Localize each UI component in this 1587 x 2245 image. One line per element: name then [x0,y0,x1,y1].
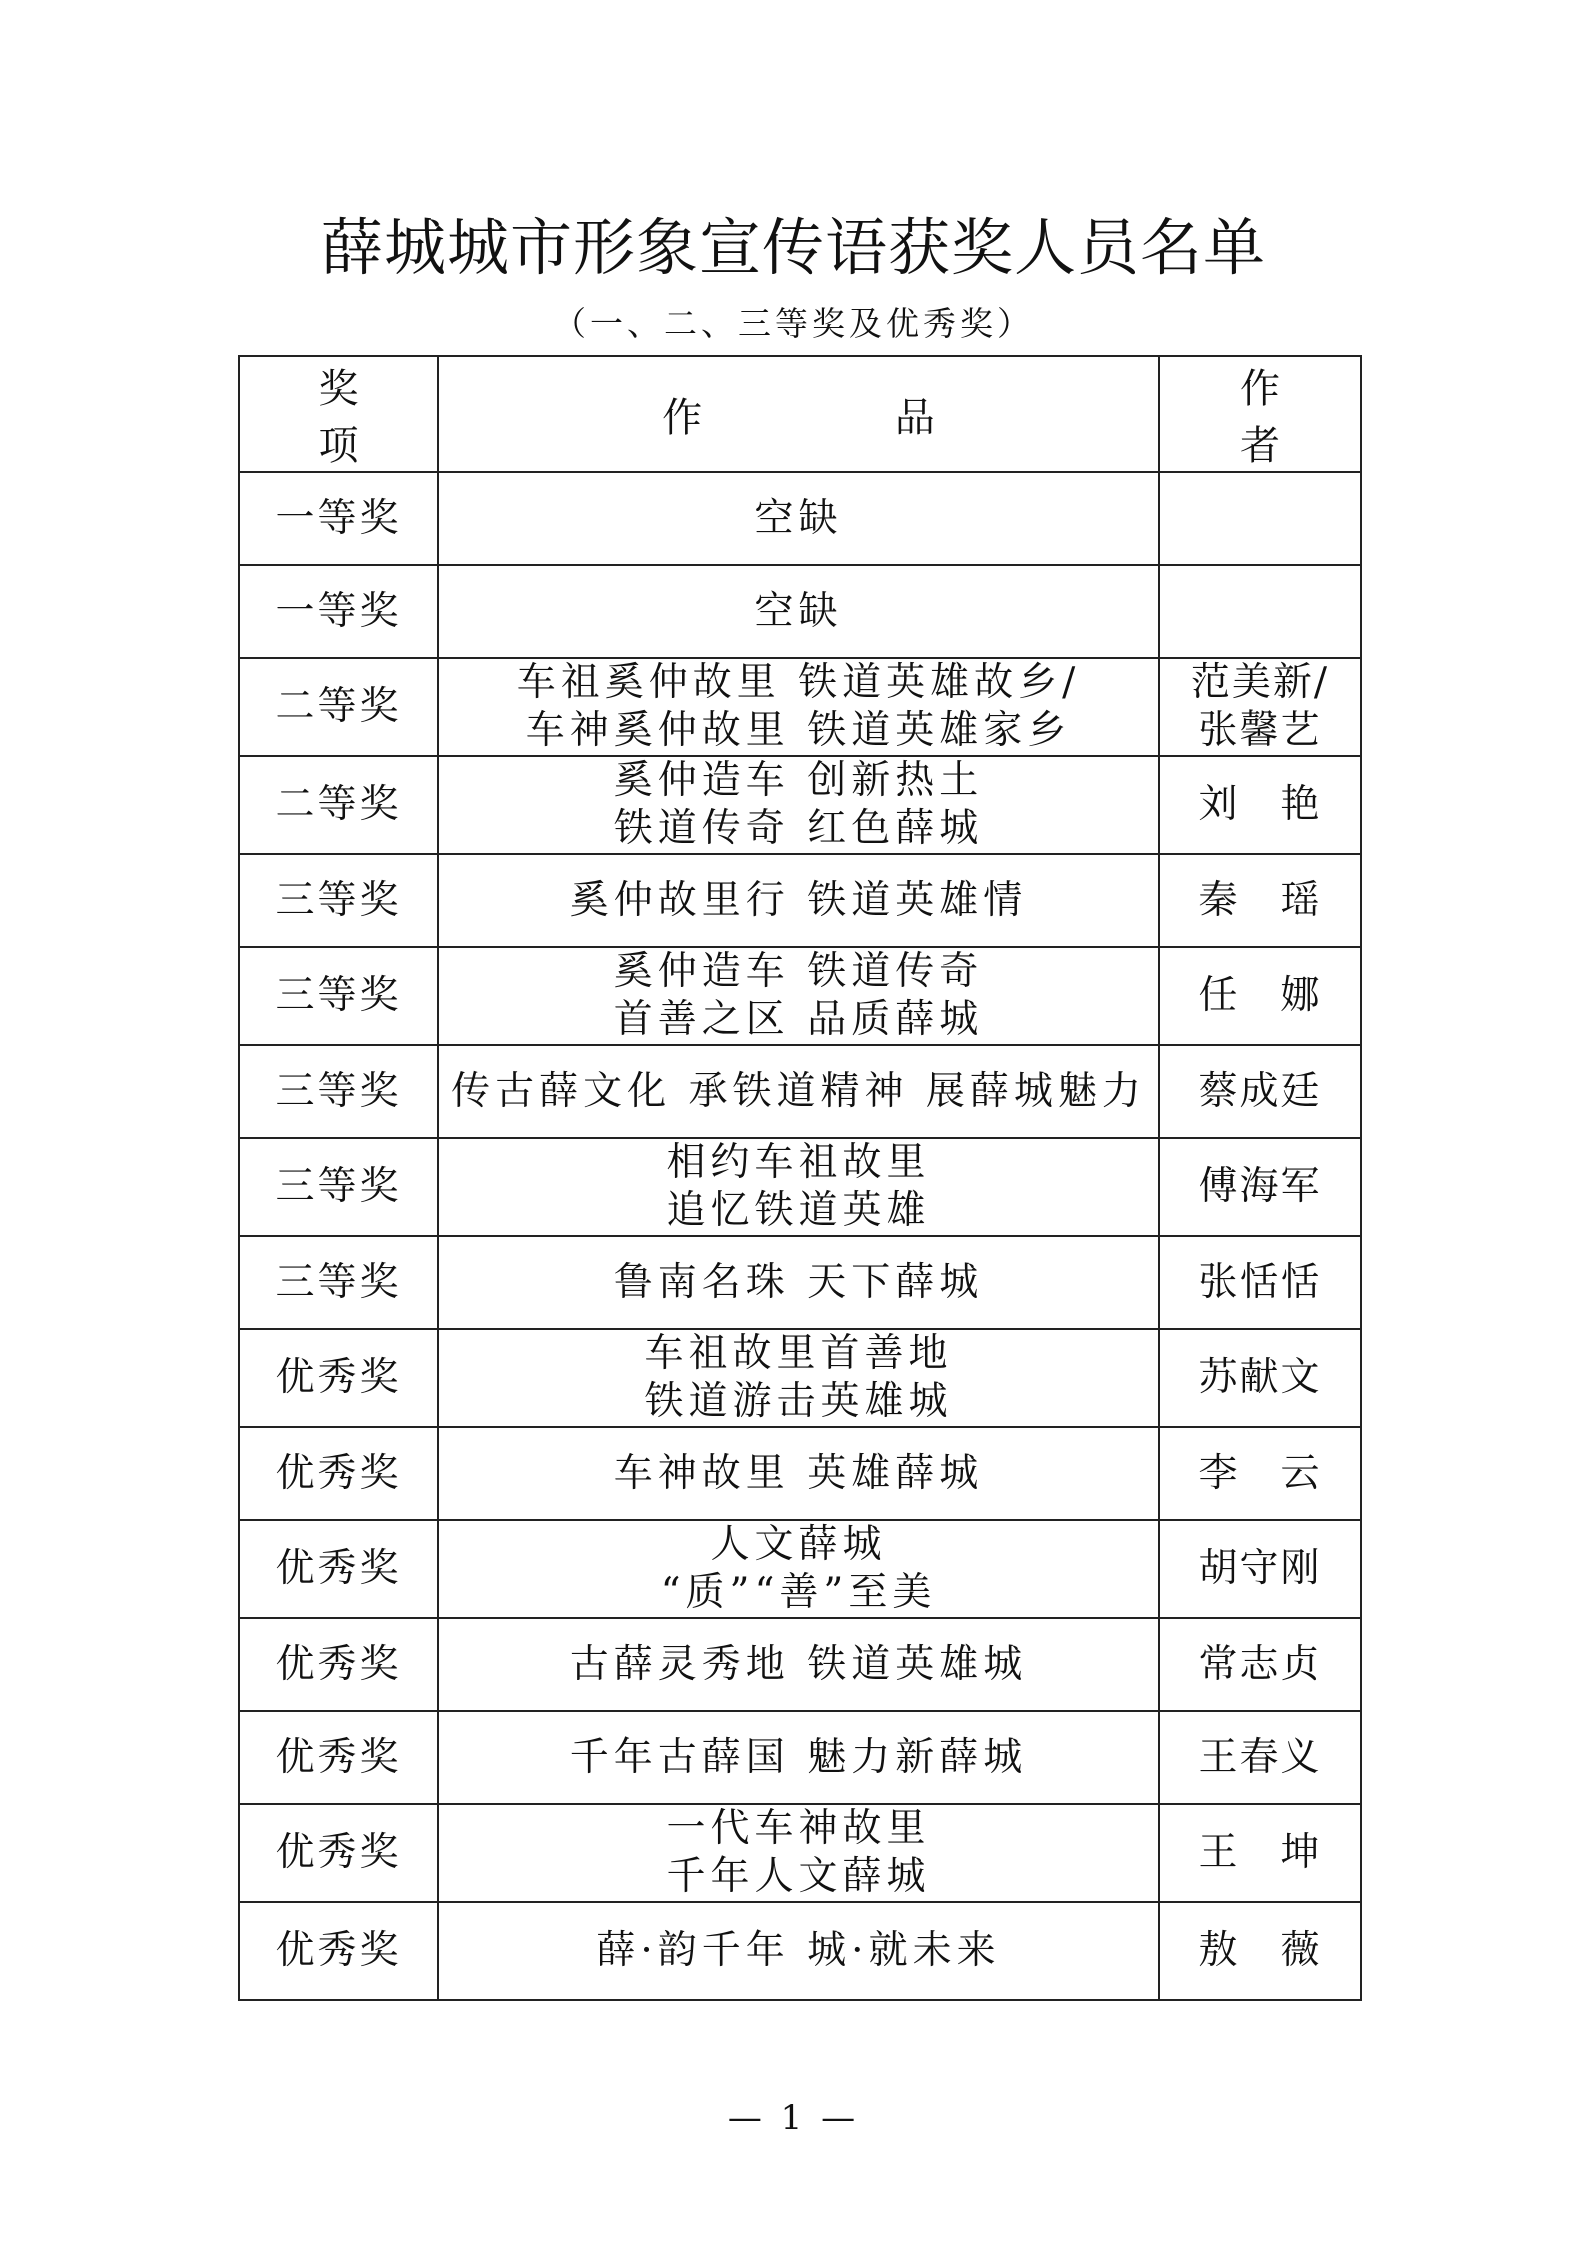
author-cell [1159,854,1361,947]
page-number: — 1 — [727,2098,860,2138]
work-cell [438,947,1159,1045]
author-line: 刘 艳 [1198,782,1322,827]
author-line: 王 坤 [1198,1830,1322,1875]
author-cell [1159,1138,1361,1236]
work-line: 车祖故里首善地 [644,1331,953,1376]
work-line: 车祖奚仲故里 铁道英雄故乡/ [516,660,1081,705]
award-cell: 二等奖 [239,756,438,854]
table-row [239,1902,1361,2000]
table-row [239,1520,1361,1618]
header-work: 作 品 [438,356,1159,472]
work-line: 千年人文薛城 [666,1854,931,1899]
author-line: 苏献文 [1198,1355,1322,1400]
award-cell: 二等奖 [239,658,438,756]
author-line: 张馨艺 [1198,708,1322,753]
author-cell [1159,1427,1361,1520]
author-cell [1159,947,1361,1045]
award-cell: 三等奖 [239,1236,438,1329]
author-line: 常志贞 [1198,1641,1322,1687]
author-cell [1159,1329,1361,1427]
table-row [239,1045,1361,1138]
work-cell [438,854,1159,947]
work-cell [438,1427,1159,1520]
author-line: 范美新/ [1190,660,1330,705]
work-line: 传古薛文化 承铁道精神 展薛城魅力 [451,1068,1146,1114]
award-cell: 优秀奖 [239,1329,438,1427]
work-line: 首善之区 品质薛城 [613,997,984,1042]
award-cell: 一等奖 [239,472,438,565]
author-cell [1159,472,1361,565]
author-line: 敖 薇 [1198,1928,1322,1973]
table-header-row [239,356,1361,472]
award-cell: 优秀奖 [239,1427,438,1520]
work-cell [438,472,1159,565]
work-cell [438,1618,1159,1711]
author-line: 秦 瑶 [1198,877,1322,923]
work-cell [438,1902,1159,2000]
header-author: 作 者 [1159,356,1361,472]
award-cell: 优秀奖 [239,1902,438,2000]
table-row [239,472,1361,565]
table-row [239,1804,1361,1902]
work-cell [438,1236,1159,1329]
award-cell: 优秀奖 [239,1711,438,1804]
work-cell [438,1138,1159,1236]
author-line: 王春义 [1198,1734,1322,1780]
award-cell: 优秀奖 [239,1520,438,1618]
author-cell [1159,1711,1361,1804]
table-row [239,756,1361,854]
table-row [239,947,1361,1045]
table-row [239,1618,1361,1711]
author-cell [1159,1902,1361,2000]
page-subtitle: （一、二、三等奖及优秀奖） [553,304,1034,343]
work-line: 奚仲造车 创新热土 [613,758,984,803]
work-line: 相约车祖故里 [666,1140,931,1185]
work-line: 追忆铁道英雄 [666,1188,931,1233]
work-line: 鲁南名珠 天下薛城 [613,1259,984,1305]
work-cell [438,756,1159,854]
award-cell: 优秀奖 [239,1618,438,1711]
table-row [239,1138,1361,1236]
page-title: 薛城城市形象宣传语获奖人员名单 [320,211,1266,284]
table-row [239,854,1361,947]
work-line: 铁道传奇 红色薛城 [613,806,984,851]
author-cell [1159,1520,1361,1618]
table-row [239,658,1361,756]
work-cell [438,1045,1159,1138]
award-cell: 一等奖 [239,565,438,658]
work-line: 薛·韵千年 城·就未来 [596,1928,1001,1973]
work-line: 一代车神故里 [666,1806,931,1851]
author-line: 傅海军 [1198,1164,1322,1209]
work-cell [438,658,1159,756]
work-line: 车神奚仲故里 铁道英雄家乡 [525,708,1072,753]
work-cell [438,565,1159,658]
author-line: 胡守刚 [1198,1546,1322,1591]
work-line: 人文薛城 [710,1522,887,1567]
author-cell [1159,756,1361,854]
work-cell [438,1711,1159,1804]
author-line: 蔡成廷 [1198,1068,1322,1114]
header-award: 奖 项 [239,356,438,472]
award-cell: 三等奖 [239,854,438,947]
author-cell [1159,565,1361,658]
author-cell [1159,658,1361,756]
work-line: 车神故里 英雄薛城 [613,1450,984,1496]
author-cell [1159,1618,1361,1711]
award-cell: 三等奖 [239,947,438,1045]
work-line: 古薛灵秀地 铁道英雄城 [569,1641,1028,1687]
work-cell [438,1329,1159,1427]
author-line: 李 云 [1198,1450,1322,1496]
author-line: 任 娜 [1198,973,1322,1018]
award-table [238,355,1362,2001]
work-line: 铁道游击英雄城 [644,1379,953,1424]
work-line: 奚仲造车 铁道传奇 [613,949,984,994]
award-cell: 优秀奖 [239,1804,438,1902]
table-row [239,1236,1361,1329]
table-row [239,1329,1361,1427]
work-line: 空缺 [754,495,843,541]
author-cell [1159,1236,1361,1329]
work-line: 千年古薛国 魅力新薛城 [569,1734,1028,1780]
author-cell [1159,1045,1361,1138]
award-cell: 三等奖 [239,1045,438,1138]
table-row [239,1427,1361,1520]
work-line: “质”“善”至美 [660,1570,937,1615]
award-cell: 三等奖 [239,1138,438,1236]
work-cell [438,1520,1159,1618]
work-line: 空缺 [754,588,843,634]
author-line: 张恬恬 [1198,1259,1322,1305]
table-row [239,1711,1361,1804]
author-cell [1159,1804,1361,1902]
table-row [239,565,1361,658]
work-line: 奚仲故里行 铁道英雄情 [569,877,1028,923]
work-cell [438,1804,1159,1902]
